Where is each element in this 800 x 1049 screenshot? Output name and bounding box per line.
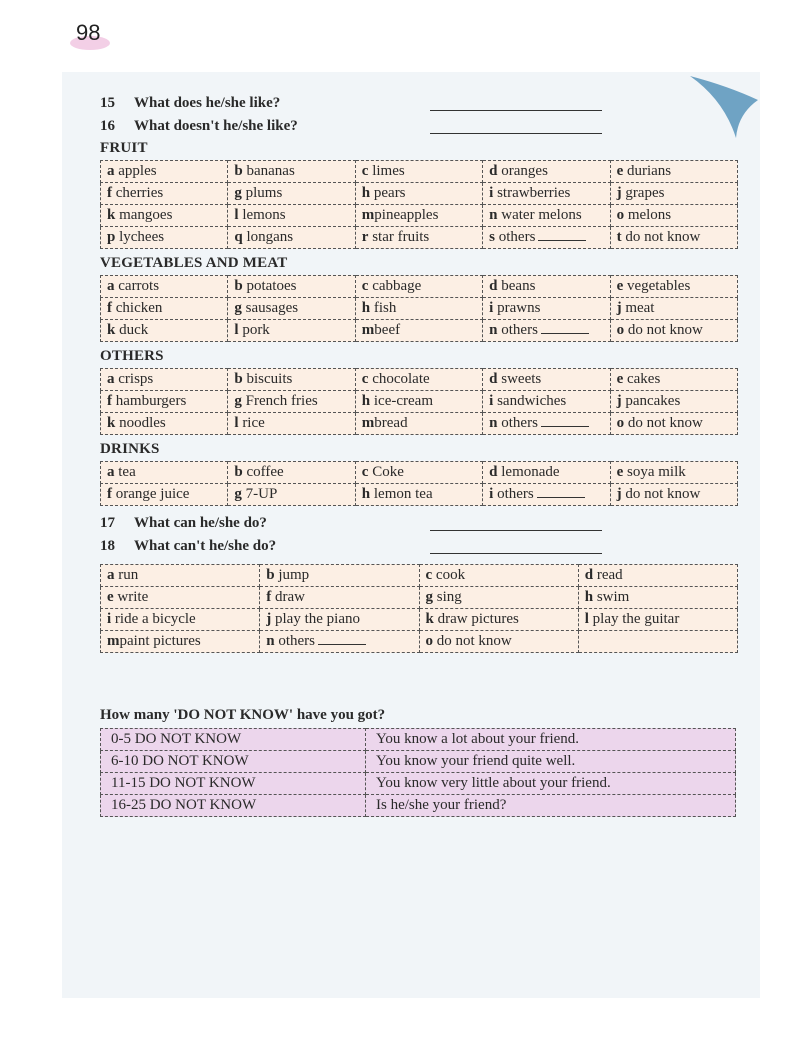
option-label: sing <box>436 589 462 605</box>
option-label: paint pictures <box>119 633 201 649</box>
option-label: others <box>498 229 536 245</box>
option-label: sandwiches <box>497 393 567 409</box>
option-letter: j <box>266 611 272 627</box>
option-label: draw <box>275 589 305 605</box>
score-range: 11-15 DO NOT KNOW <box>101 773 366 795</box>
others-blank[interactable] <box>541 416 589 427</box>
question-16 <box>100 115 740 138</box>
question-text: What doesn't he/she like? <box>134 118 298 134</box>
option-label: mangoes <box>119 207 173 223</box>
option-letter: k <box>107 415 116 431</box>
option-letter: j <box>616 393 622 409</box>
option-label: do not know <box>436 633 512 649</box>
option-letter: n <box>489 322 498 338</box>
option-letter: d <box>584 567 594 583</box>
option-label: melons <box>627 207 672 223</box>
option-label: lemon tea <box>373 486 433 502</box>
section-title: VEGETABLES AND MEAT <box>100 255 288 271</box>
option-cell[interactable] <box>483 369 610 391</box>
option-letter: s <box>489 229 496 245</box>
option-cell[interactable] <box>355 484 482 506</box>
section-title: DRINKS <box>100 441 160 457</box>
option-letter: k <box>107 322 116 338</box>
option-cell[interactable] <box>101 369 228 391</box>
table-row <box>101 413 738 435</box>
score-result: You know your friend quite well. <box>366 751 736 773</box>
option-cell[interactable] <box>355 161 482 183</box>
option-label: duck <box>119 322 149 338</box>
option-cell[interactable] <box>483 484 610 506</box>
option-label: pears <box>373 185 406 201</box>
option-letter: f <box>107 185 112 201</box>
option-cell[interactable] <box>101 183 228 205</box>
option-label: water melons <box>501 207 582 223</box>
option-letter: f <box>266 589 272 605</box>
option-label: beans <box>501 278 536 294</box>
option-label: do not know <box>627 415 703 431</box>
option-letter: e <box>616 278 624 294</box>
option-letter: b <box>266 567 275 583</box>
option-label: others <box>501 415 538 431</box>
others-blank[interactable] <box>538 230 586 241</box>
option-label: sweets <box>501 371 542 387</box>
option-label: fish <box>373 300 397 316</box>
option-label: chicken <box>115 300 163 316</box>
option-cell[interactable] <box>228 320 355 342</box>
option-letter: i <box>489 486 494 502</box>
table-row <box>101 298 738 320</box>
option-label: French fries <box>245 393 318 409</box>
section-table <box>100 461 738 506</box>
score-row <box>101 773 736 795</box>
others-blank[interactable] <box>318 634 366 645</box>
option-letter: t <box>616 229 622 245</box>
option-letter: h <box>361 393 371 409</box>
option-label: cabbage <box>372 278 422 294</box>
option-cell[interactable] <box>483 391 610 413</box>
score-result: Is he/she your friend? <box>366 795 736 817</box>
option-cell[interactable] <box>355 369 482 391</box>
option-cell[interactable] <box>483 298 610 320</box>
option-label: longans <box>246 229 294 245</box>
option-label: soya milk <box>626 464 686 480</box>
option-letter: c <box>361 371 369 387</box>
answer-blank[interactable] <box>430 98 602 111</box>
option-cell[interactable] <box>260 631 419 653</box>
page-number: 98 <box>76 20 101 45</box>
option-label: oranges <box>501 163 548 179</box>
table-row <box>101 183 738 205</box>
option-label: ice-cream <box>373 393 433 409</box>
option-letter: e <box>616 371 624 387</box>
option-letter: l <box>234 207 239 223</box>
option-label: run <box>118 567 139 583</box>
option-letter: f <box>107 486 112 502</box>
option-letter: n <box>489 415 498 431</box>
option-label: grapes <box>625 185 665 201</box>
option-letter: g <box>425 589 433 605</box>
option-letter: d <box>489 163 498 179</box>
option-cell[interactable] <box>483 205 610 227</box>
option-label: chocolate <box>372 371 430 387</box>
option-cell[interactable] <box>610 391 737 413</box>
option-letter: b <box>234 163 243 179</box>
option-letter: o <box>425 633 433 649</box>
question-text: What does he/she like? <box>134 95 281 111</box>
question-number: 16 <box>100 118 115 134</box>
option-letter: h <box>361 300 371 316</box>
food-questions <box>100 92 740 138</box>
option-letter: f <box>107 300 112 316</box>
option-letter: a <box>107 464 115 480</box>
score-range: 6-10 DO NOT KNOW <box>101 751 366 773</box>
option-cell[interactable] <box>610 227 737 249</box>
option-cell[interactable] <box>228 183 355 205</box>
option-cell[interactable] <box>610 369 737 391</box>
option-cell[interactable] <box>419 565 578 587</box>
option-letter: d <box>489 371 498 387</box>
option-letter: n <box>489 207 498 223</box>
option-label: tea <box>118 464 136 480</box>
option-label: 7-UP <box>245 486 278 502</box>
option-label: coffee <box>246 464 284 480</box>
option-cell[interactable] <box>228 413 355 435</box>
option-letter: b <box>234 371 243 387</box>
option-letter: k <box>425 611 434 627</box>
option-cell[interactable] <box>101 587 260 609</box>
option-letter: e <box>616 464 624 480</box>
option-cell[interactable] <box>355 205 482 227</box>
option-cell[interactable] <box>101 298 228 320</box>
option-cell[interactable] <box>355 413 482 435</box>
option-letter: m <box>361 207 375 223</box>
option-letter: e <box>107 589 114 605</box>
option-label: do not know <box>625 486 701 502</box>
option-cell[interactable] <box>101 413 228 435</box>
option-letter: h <box>361 486 371 502</box>
option-cell[interactable] <box>228 276 355 298</box>
option-label: cook <box>435 567 466 583</box>
option-cell[interactable] <box>578 565 737 587</box>
option-label: prawns <box>497 300 541 316</box>
option-letter: o <box>616 322 625 338</box>
option-label: do not know <box>627 322 703 338</box>
score-title: How many 'DO NOT KNOW' have you got? <box>100 707 386 723</box>
option-letter: g <box>234 185 242 201</box>
option-letter: a <box>107 163 115 179</box>
option-label: pancakes <box>625 393 681 409</box>
option-letter: g <box>234 300 242 316</box>
option-label: crisps <box>118 371 154 387</box>
option-cell[interactable] <box>610 205 737 227</box>
option-cell[interactable] <box>355 462 482 484</box>
option-letter: j <box>616 300 622 316</box>
option-letter: a <box>107 567 115 583</box>
option-cell[interactable] <box>483 413 610 435</box>
option-label: biscuits <box>246 371 293 387</box>
question-number: 18 <box>100 538 115 554</box>
option-letter: c <box>361 163 369 179</box>
option-cell[interactable] <box>483 161 610 183</box>
option-label: others <box>497 486 534 502</box>
question-text: What can he/she do? <box>134 515 267 531</box>
option-label: jump <box>278 567 310 583</box>
ability-questions <box>100 512 740 558</box>
option-cell[interactable] <box>610 183 737 205</box>
option-label: bananas <box>246 163 295 179</box>
section-table <box>100 368 738 435</box>
option-cell[interactable] <box>483 320 610 342</box>
section-table <box>100 275 738 342</box>
option-cell[interactable] <box>260 609 419 631</box>
option-label: cakes <box>626 371 661 387</box>
option-letter: b <box>234 464 243 480</box>
option-label: sausages <box>245 300 299 316</box>
option-label: lychees <box>119 229 165 245</box>
option-cell[interactable] <box>355 320 482 342</box>
table-row <box>101 320 738 342</box>
option-label: rice <box>242 415 265 431</box>
option-cell[interactable] <box>578 609 737 631</box>
option-letter: g <box>234 393 242 409</box>
option-cell[interactable] <box>610 276 737 298</box>
option-letter: i <box>489 393 494 409</box>
option-letter: l <box>584 611 589 627</box>
option-cell[interactable] <box>355 227 482 249</box>
option-cell[interactable] <box>610 161 737 183</box>
option-cell[interactable] <box>355 276 482 298</box>
option-cell[interactable] <box>101 484 228 506</box>
option-letter: c <box>425 567 433 583</box>
option-cell[interactable] <box>578 631 737 653</box>
option-label: write <box>117 589 149 605</box>
option-cell[interactable] <box>419 609 578 631</box>
option-letter: a <box>107 371 115 387</box>
table-row <box>101 276 738 298</box>
option-label: star fruits <box>372 229 430 245</box>
option-letter: m <box>361 322 375 338</box>
option-label: limes <box>372 163 405 179</box>
option-cell[interactable] <box>355 298 482 320</box>
worksheet-content <box>100 92 740 817</box>
score-range: 0-5 DO NOT KNOW <box>101 729 366 751</box>
option-cell[interactable] <box>419 631 578 653</box>
option-label: plums <box>245 185 283 201</box>
option-cell[interactable] <box>228 161 355 183</box>
option-cell[interactable] <box>228 484 355 506</box>
option-label: cherries <box>115 185 164 201</box>
table-row <box>101 565 738 587</box>
section-table <box>100 160 738 249</box>
option-cell[interactable] <box>610 462 737 484</box>
option-letter: k <box>107 207 116 223</box>
table-row <box>101 462 738 484</box>
option-label: bread <box>374 415 408 431</box>
question-number: 17 <box>100 515 115 531</box>
option-cell[interactable] <box>355 183 482 205</box>
ability-table <box>100 564 738 653</box>
answer-blank[interactable] <box>430 518 602 531</box>
score-range: 16-25 DO NOT KNOW <box>101 795 366 817</box>
option-label: swim <box>596 589 630 605</box>
option-cell[interactable] <box>101 161 228 183</box>
option-label: noodles <box>119 415 166 431</box>
option-letter: i <box>489 185 494 201</box>
table-row <box>101 609 738 631</box>
score-row <box>101 729 736 751</box>
option-letter: i <box>489 300 494 316</box>
score-result: You know a lot about your friend. <box>366 729 736 751</box>
table-row <box>101 161 738 183</box>
question-15 <box>100 92 740 115</box>
score-table <box>100 728 736 817</box>
option-letter: g <box>234 486 242 502</box>
option-cell[interactable] <box>610 413 737 435</box>
option-letter: h <box>361 185 371 201</box>
table-row <box>101 391 738 413</box>
option-label: apples <box>118 163 157 179</box>
others-blank[interactable] <box>537 487 585 498</box>
option-cell[interactable] <box>483 462 610 484</box>
option-label: others <box>278 633 316 649</box>
score-result: You know very little about your friend. <box>366 773 736 795</box>
option-label: ride a bicycle <box>114 611 196 627</box>
option-label: hamburgers <box>115 393 187 409</box>
question-text: What can't he/she do? <box>134 538 277 554</box>
option-letter: d <box>489 464 498 480</box>
option-cell[interactable] <box>578 587 737 609</box>
score-row <box>101 751 736 773</box>
option-letter: o <box>616 415 625 431</box>
others-blank[interactable] <box>541 323 589 334</box>
food-sections <box>100 140 740 506</box>
table-row <box>101 631 738 653</box>
option-letter: n <box>266 633 275 649</box>
option-cell[interactable] <box>228 205 355 227</box>
option-cell[interactable] <box>260 565 419 587</box>
table-row <box>101 484 738 506</box>
option-cell[interactable] <box>610 298 737 320</box>
option-cell[interactable] <box>610 320 737 342</box>
option-cell[interactable] <box>101 462 228 484</box>
option-cell[interactable] <box>101 205 228 227</box>
option-letter: m <box>107 633 120 649</box>
option-letter: j <box>616 486 622 502</box>
option-letter: m <box>361 415 375 431</box>
option-label: lemons <box>242 207 286 223</box>
answer-blank[interactable] <box>430 121 602 134</box>
option-label: read <box>596 567 623 583</box>
option-label: potatoes <box>246 278 297 294</box>
option-cell[interactable] <box>101 276 228 298</box>
option-cell[interactable] <box>228 369 355 391</box>
option-letter: c <box>361 464 369 480</box>
table-row <box>101 369 738 391</box>
option-label: do not know <box>625 229 701 245</box>
option-cell[interactable] <box>483 183 610 205</box>
option-letter: j <box>616 185 622 201</box>
option-label: vegetables <box>626 278 691 294</box>
option-cell[interactable] <box>228 227 355 249</box>
question-18 <box>100 535 740 558</box>
option-letter: d <box>489 278 498 294</box>
option-label: others <box>501 322 538 338</box>
option-label: carrots <box>118 278 160 294</box>
score-row <box>101 795 736 817</box>
option-letter: c <box>361 278 369 294</box>
table-row <box>101 587 738 609</box>
option-cell[interactable] <box>355 391 482 413</box>
option-cell[interactable] <box>101 320 228 342</box>
option-label: draw pictures <box>437 611 519 627</box>
option-label: play the piano <box>275 611 360 627</box>
option-letter: e <box>616 163 624 179</box>
option-cell[interactable] <box>610 484 737 506</box>
option-cell[interactable] <box>101 391 228 413</box>
option-label: beef <box>374 322 401 338</box>
option-label: lemonade <box>501 464 560 480</box>
option-label: pineapples <box>374 207 439 223</box>
option-label: durians <box>626 163 672 179</box>
option-cell[interactable] <box>419 587 578 609</box>
option-label: pork <box>242 322 270 338</box>
option-letter: l <box>234 415 239 431</box>
option-letter: a <box>107 278 115 294</box>
option-label: play the guitar <box>592 611 680 627</box>
option-label: strawberries <box>497 185 571 201</box>
option-letter: i <box>107 611 112 627</box>
section-title: OTHERS <box>100 348 164 364</box>
option-letter: l <box>234 322 239 338</box>
option-cell[interactable] <box>101 631 260 653</box>
question-number: 15 <box>100 95 115 111</box>
option-cell[interactable] <box>228 462 355 484</box>
question-17 <box>100 512 740 535</box>
option-letter: p <box>107 229 116 245</box>
option-cell[interactable] <box>101 227 228 249</box>
option-letter: r <box>361 229 369 245</box>
table-row <box>101 227 738 249</box>
answer-blank[interactable] <box>430 541 602 554</box>
option-cell[interactable] <box>483 227 610 249</box>
option-label: orange juice <box>115 486 190 502</box>
option-cell[interactable] <box>228 391 355 413</box>
option-cell[interactable] <box>260 587 419 609</box>
option-cell[interactable] <box>101 565 260 587</box>
option-cell[interactable] <box>228 298 355 320</box>
option-label: meat <box>625 300 655 316</box>
option-letter: b <box>234 278 243 294</box>
option-letter: q <box>234 229 243 245</box>
option-label: Coke <box>372 464 404 480</box>
option-letter: o <box>616 207 625 223</box>
option-letter: f <box>107 393 112 409</box>
option-cell[interactable] <box>101 609 260 631</box>
option-cell[interactable] <box>483 276 610 298</box>
table-row <box>101 205 738 227</box>
section-title: FRUIT <box>100 140 148 156</box>
option-letter: h <box>584 589 594 605</box>
